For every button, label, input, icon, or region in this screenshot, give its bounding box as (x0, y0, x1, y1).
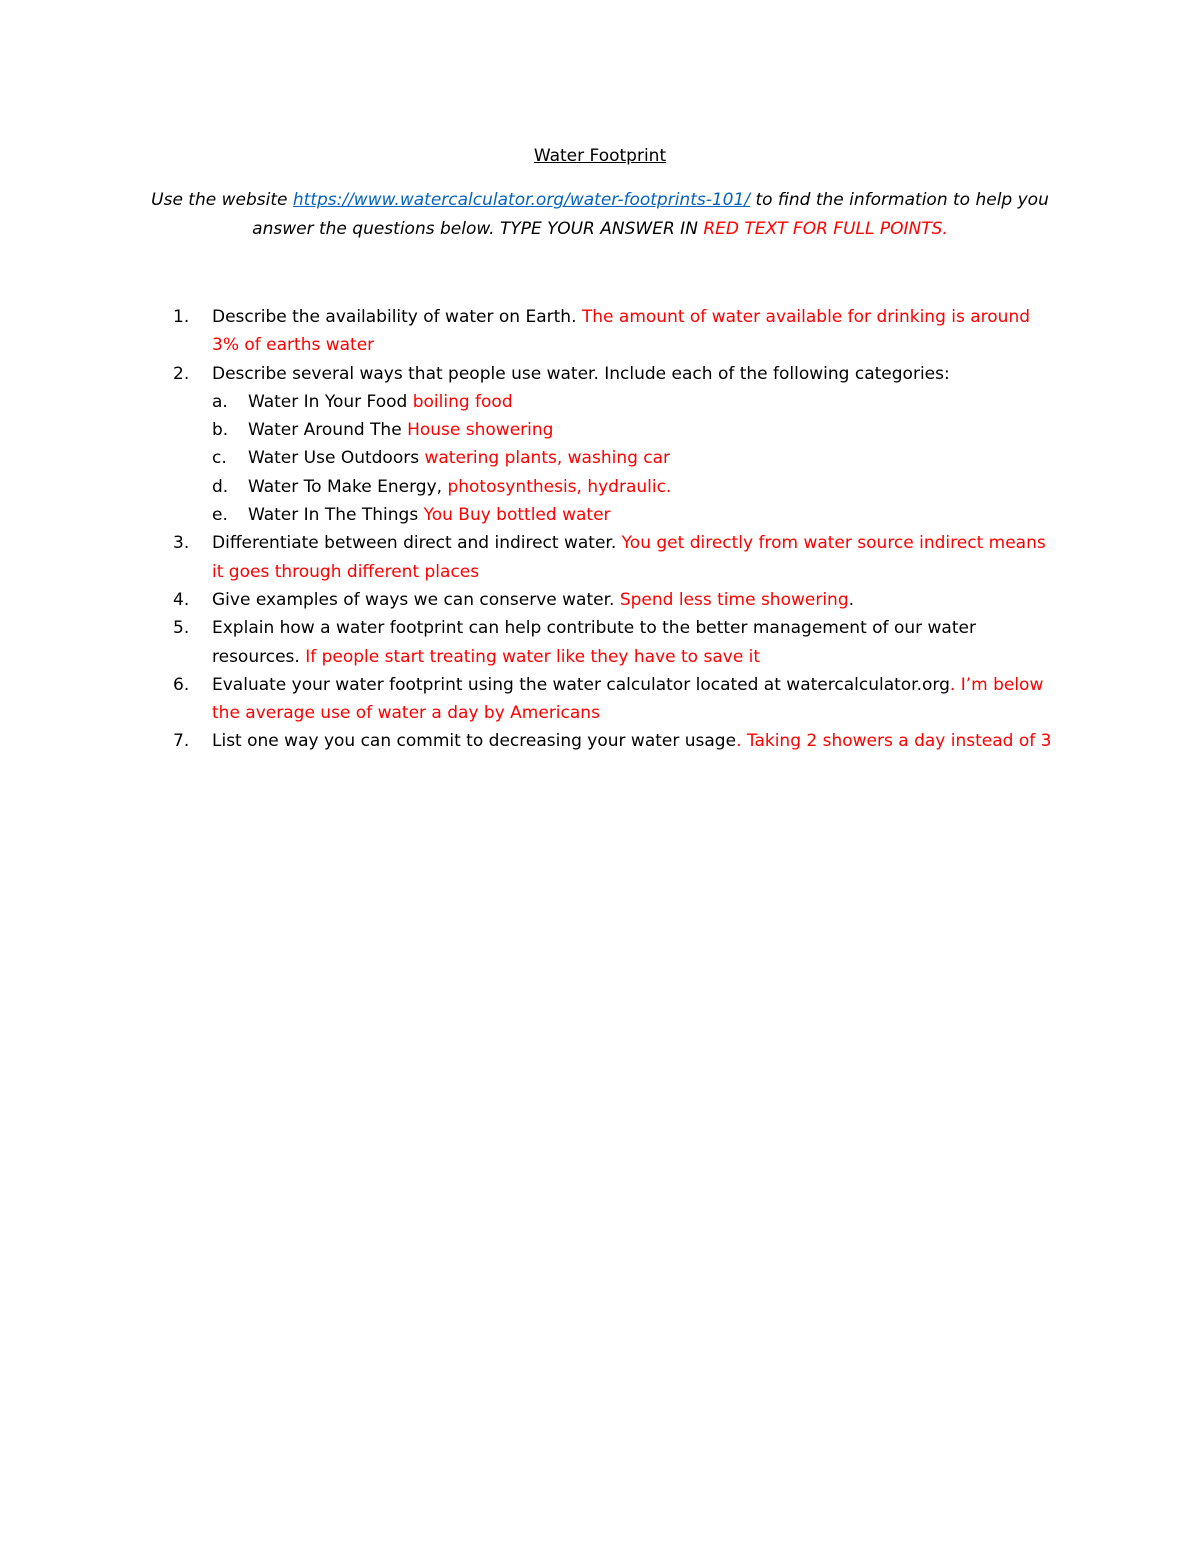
question-text: Differentiate between direct and indirect water. (212, 533, 617, 554)
subitem-letter: e. (212, 505, 228, 526)
question-list (0, 303, 1200, 756)
subitem-letter: a. (212, 391, 228, 412)
answer-text: . I’m below the average use of water a day by Americans (212, 674, 1044, 724)
question-number: 4. (173, 589, 190, 610)
website-link[interactable]: https://www.watercalculator.org/water-footprints-101/ (292, 190, 751, 210)
question-text: Give examples of ways we can conserve water. (212, 589, 615, 610)
question-number: 3. (173, 533, 190, 554)
question-text: Describe several ways that people use water. Include each of the following categories: (212, 363, 950, 384)
instructions-emphasis: RED TEXT FOR FULL POINTS. (703, 218, 948, 239)
question-text: Describe the availability of water on Earth. (212, 307, 577, 327)
subitem-letter: c. (212, 448, 227, 469)
subitem-label: Water Around The (248, 420, 408, 441)
question-item-1 (0, 303, 1062, 360)
answer-text: watering plants, washing car (424, 448, 671, 469)
question-number: 5. (173, 618, 190, 639)
answer-text: You get directly from water source indirect means it goes through different places (212, 533, 1046, 582)
subitem-c (0, 444, 1062, 472)
question-text: Explain how a water footprint can help contribute to the better management of our water resources. (212, 618, 976, 667)
question-number: 6. (173, 674, 190, 695)
instructions-prefix: Use the website (151, 190, 293, 210)
question-number: 1. (173, 307, 190, 327)
subitem-e (0, 501, 1062, 529)
answer-text: House showering (407, 420, 554, 441)
answer-text: . Taking 2 showers a day instead of 3 (736, 731, 1052, 752)
question-item-5 (0, 614, 1062, 671)
question-item-3 (0, 529, 1062, 586)
question-text: Evaluate your water footprint using the water calculator located at watercalculator.org (212, 674, 950, 695)
instructions-middle: to find the information to help you answer the questions below. TYPE YOUR ANSWER IN (252, 190, 1049, 239)
question-item-2 (0, 360, 1062, 388)
page-title: Water Footprint (533, 146, 667, 166)
subitem-b (0, 416, 1062, 444)
question-text: List one way you can commit to decreasing your water usage (212, 731, 737, 752)
subitem-label: Water In The Things (248, 505, 424, 526)
subitem-label: Water Use Outdoors (248, 448, 425, 469)
question-item-4 (0, 586, 1062, 614)
answer-suffix: . (848, 589, 855, 610)
subitem-label: Water In Your Food (248, 391, 413, 412)
question-item-7 (0, 727, 1062, 755)
question-number: 7. (173, 731, 190, 752)
subitem-d (0, 473, 1062, 501)
subitem-letter: d. (212, 476, 229, 497)
answer-text: photosynthesis, hydraulic. (447, 476, 672, 497)
subitem-a (0, 388, 1062, 416)
subitem-letter: b. (212, 420, 229, 441)
answer-text: The amount of water available for drinking is around 3% of earths water (212, 307, 1031, 356)
subitem-label: Water To Make Energy, (248, 476, 448, 497)
question-item-6 (0, 671, 1062, 728)
answer-text: You Buy bottled water (423, 505, 611, 526)
question-number: 2. (173, 363, 190, 384)
answer-text: Spend less time showering (614, 589, 849, 610)
answer-text: boiling food (412, 391, 513, 412)
instructions-paragraph (130, 186, 1070, 243)
answer-text: If people start treating water like they have to save it (299, 646, 761, 667)
